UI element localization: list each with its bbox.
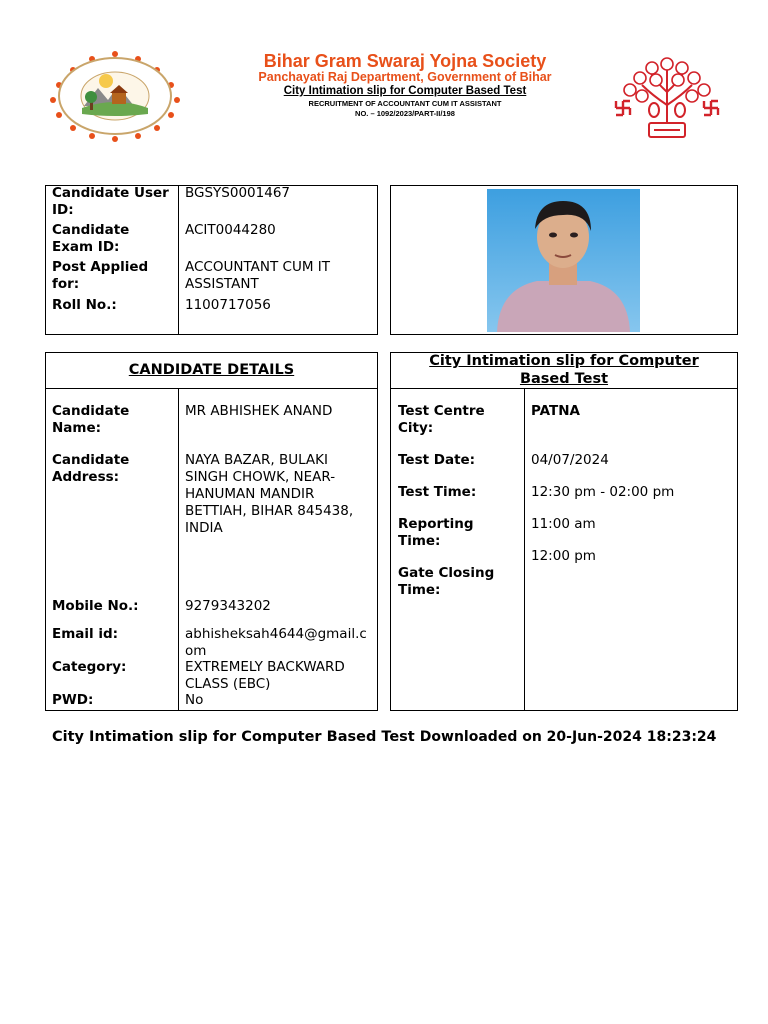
- test-date-label: Test Date:: [398, 452, 476, 468]
- test-time-label: Test Time:: [398, 484, 477, 500]
- download-footer: [52, 729, 716, 745]
- candidate-photo: [487, 189, 640, 332]
- recruitment-title: RECRUITMENT OF ACCOUNTANT CUM IT ASSISTANT: [308, 99, 502, 108]
- society-logo: [46, 48, 184, 142]
- user-id-label: Candidate User ID:: [52, 185, 169, 218]
- mobile-label: Mobile No.:: [52, 598, 139, 614]
- test-city-label: Test Centre City:: [398, 403, 485, 436]
- user-id-value: BGSYS0001467: [185, 185, 290, 201]
- bihar-seal-logo: [612, 50, 722, 142]
- gate-closing-time-value: 12:00 pm: [531, 548, 596, 564]
- reporting-time-value: 11:00 am: [531, 516, 596, 532]
- name-label: Candidate Name:: [52, 403, 130, 436]
- category-label: Category:: [52, 659, 127, 675]
- address-label: Candidate Address:: [52, 452, 130, 485]
- notice-number: NO. – 1092/2023/PART-II/198: [355, 109, 455, 118]
- test-city-value: PATNA: [531, 403, 581, 419]
- exam-id-value: ACIT0044280: [185, 222, 276, 238]
- address-value: NAYA BAZAR, BULAKI SINGH CHOWK, NEAR-HANUMAN MANDIR BETTIAH, BIHAR 845438, INDIA: [185, 452, 354, 536]
- mobile-value: 9279343202: [185, 598, 271, 614]
- test-time-value: 12:30 pm - 02:00 pm: [531, 484, 675, 500]
- pwd-value: No: [185, 692, 204, 708]
- roll-no-value: 1100717056: [185, 297, 271, 313]
- pwd-label: PWD:: [52, 692, 94, 708]
- roll-no-label: Roll No.:: [52, 297, 117, 313]
- exam-id-label: Candidate Exam ID:: [52, 222, 130, 255]
- email-label: Email id:: [52, 626, 119, 642]
- department-name: Panchayati Raj Department, Government of Bihar: [258, 70, 552, 84]
- post-value: ACCOUNTANT CUM IT ASSISTANT: [185, 259, 330, 292]
- slip-title: City Intimation slip for Computer Based Test: [283, 85, 527, 97]
- gate-closing-time-label: Gate Closing Time:: [398, 565, 495, 598]
- post-label: Post Applied for:: [52, 259, 149, 292]
- email-value: abhisheksah4644@gmail.com: [185, 626, 367, 659]
- test-details-title: City Intimation slip for Computer Based Test: [429, 353, 699, 387]
- footer-title: City Intimation slip for Computer Based Test: [52, 729, 415, 745]
- category-value: EXTREMELY BACKWARD CLASS (EBC): [185, 659, 345, 692]
- download-timestamp: Downloaded on 20-Jun-2024 18:23:24: [419, 729, 717, 745]
- candidate-details-title: CANDIDATE DETAILS: [128, 362, 295, 378]
- reporting-time-label: Reporting Time:: [398, 516, 474, 549]
- test-date-value: 04/07/2024: [531, 452, 609, 468]
- org-name: Bihar Gram Swaraj Yojna Society: [263, 51, 547, 71]
- name-value: MR ABHISHEK ANAND: [185, 403, 333, 419]
